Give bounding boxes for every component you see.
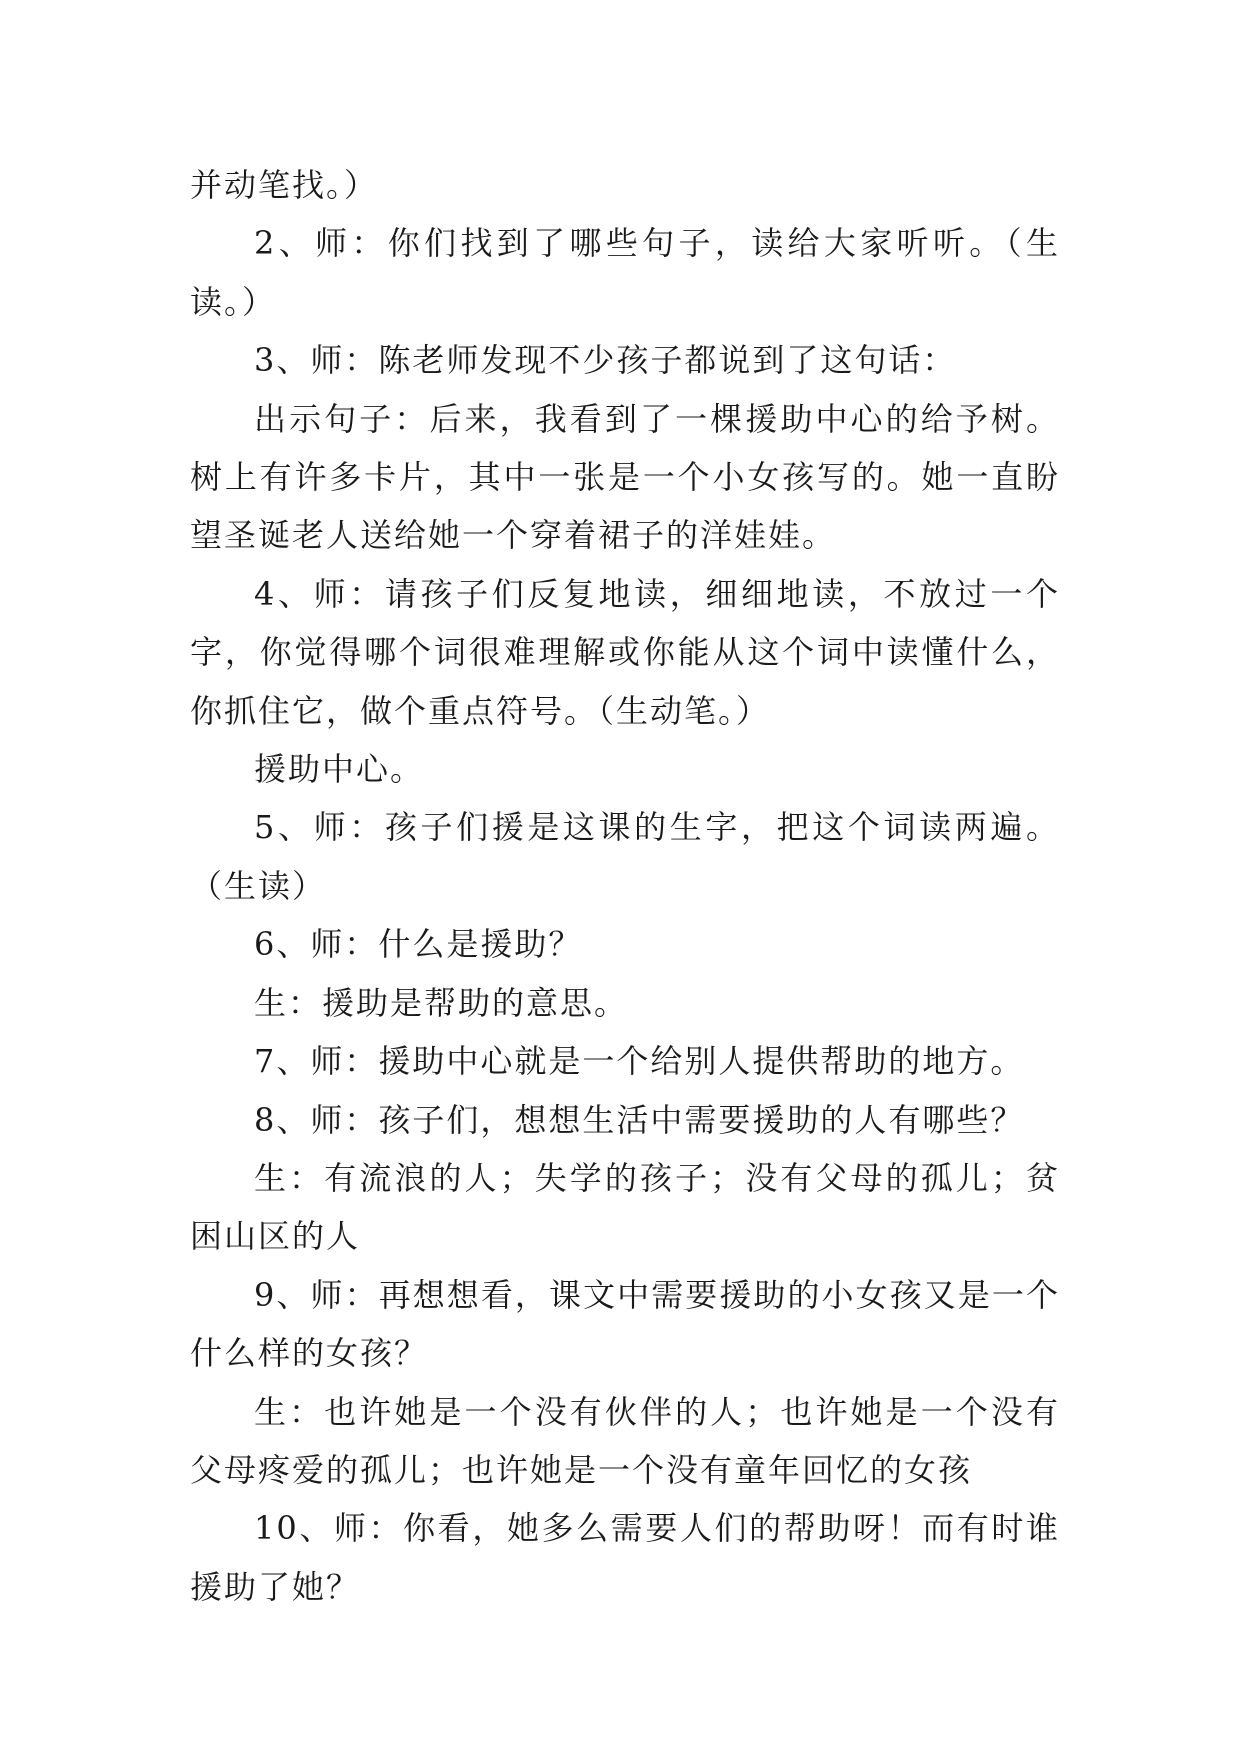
- paragraph-6: 援助中心。: [254, 750, 425, 789]
- paragraph-5: 4、师：请孩子们反复地读，细细地读，不放过一个字，你觉得哪个词很难理解或你能从这个词中读懂什么，你抓住它，做个重点符号。（生动笔。）: [190, 574, 1060, 730]
- paragraph-13: 9、师：再想想看，课文中需要援助的小女孩又是一个什么样的女孩？: [190, 1275, 1060, 1373]
- paragraph-1: 并动笔找。）: [190, 166, 379, 204]
- paragraph-4: 出示句子：后来，我看到了一棵援助中心的给予树。树上有许多卡片，其中一张是一个小女孩写的。她一直盼望圣诞老人送给她一个穿着裙子的洋娃娃。: [190, 399, 1060, 555]
- paragraph-9: 生：援助是帮助的意思。: [254, 983, 629, 1022]
- paragraph-8: 6、师：什么是援助？: [254, 925, 583, 964]
- paragraph-7: 5、师：孩子们援是这课的生字，把这个词读两遍。（生读）: [190, 808, 1060, 905]
- document-body: [190, 156, 1060, 1616]
- paragraph-11: 8、师：孩子们，想想生活中需要援助的人有哪些？: [254, 1100, 1025, 1139]
- paragraph-10: 7、师：援助中心就是一个给别人提供帮助的地方。: [254, 1042, 1025, 1081]
- paragraph-3: 3、师：陈老师发现不少孩子都说到了这句话：: [254, 341, 957, 380]
- paragraph-14: 生：也许她是一个没有伙伴的人；也许她是一个没有父母疼爱的孤儿；也许她是一个没有童年回忆的女孩: [190, 1392, 1060, 1489]
- paragraph-12: 生：有流浪的人；失学的孩子；没有父母的孤儿；贫困山区的人: [190, 1158, 1060, 1256]
- paragraph-15: 10、师：你看，她多么需要人们的帮助呀！而有时谁援助了她？: [190, 1509, 1060, 1606]
- paragraph-2: 2、师：你们找到了哪些句子，读给大家听听。（生读。）: [190, 224, 1060, 321]
